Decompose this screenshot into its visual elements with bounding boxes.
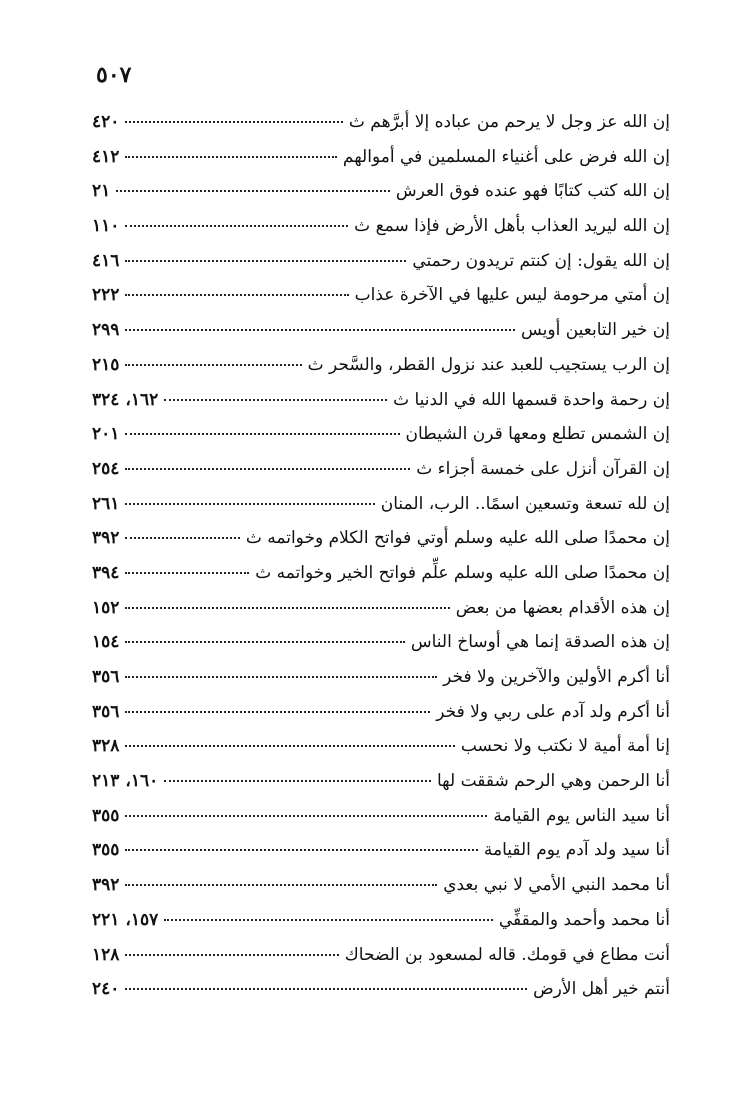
entry-page-ref: ١٥٧، ٢٢١	[92, 909, 159, 930]
entry-text: إن الله فرض على أغنياء المسلمين في أموالهم	[342, 146, 670, 167]
leader-dots	[125, 260, 406, 262]
index-entry	[92, 251, 670, 286]
entry-text: إن محمدًا صلى الله عليه وسلم أوتي فواتح الكلام وخواتمه ث	[245, 528, 670, 549]
entry-text: أنت مطاع في قومك. قاله لمسعود بن الضحاك	[344, 944, 670, 965]
entry-page-ref: ٣٥٦	[92, 667, 120, 687]
hadith-index-list	[92, 112, 670, 1014]
leader-dots	[125, 607, 449, 609]
entry-page-ref: ١١٠	[92, 216, 120, 237]
leader-dots	[125, 711, 430, 713]
entry-text: أنا أكرم ولد آدم على ربي ولا فخر	[436, 701, 670, 722]
index-entry	[92, 979, 670, 1014]
leader-dots	[125, 884, 437, 886]
index-entry	[92, 771, 670, 806]
entry-page-ref: ٢١	[92, 181, 111, 202]
leader-dots	[125, 988, 527, 990]
leader-dots	[125, 503, 374, 505]
leader-dots	[164, 919, 493, 921]
entry-text: إن رحمة واحدة قسمها الله في الدنيا ث	[393, 389, 670, 410]
entry-text: إن أمتي مرحومة ليس عليها في الآخرة عذاب	[354, 285, 670, 306]
entry-page-ref: ٢١٥	[92, 354, 120, 375]
entry-page-ref: ٣٩٢	[92, 528, 120, 549]
entry-page-ref: ٢٤٠	[92, 979, 120, 1000]
leader-dots	[125, 468, 410, 470]
leader-dots	[125, 815, 487, 817]
index-entry	[92, 494, 670, 529]
index-entry	[92, 112, 670, 147]
index-entry	[92, 945, 670, 980]
entry-page-ref: ٣٩٢	[92, 875, 120, 896]
entry-page-ref: ٣٥٦	[92, 701, 120, 722]
entry-text: أنا أكرم الأولين والآخرين ولا فخر	[443, 667, 670, 687]
entry-text: أنا محمد وأحمد والمقفِّي	[498, 909, 670, 930]
entry-text: إن لله تسعة وتسعين اسمًا.. الرب، المنان	[380, 493, 670, 514]
entry-page-ref: ١٥٢	[92, 597, 120, 618]
index-entry	[92, 320, 670, 355]
index-entry	[92, 667, 670, 702]
entry-page-ref: ١٦٢، ٣٢٤	[92, 389, 159, 410]
leader-dots	[116, 190, 390, 192]
leader-dots	[125, 433, 399, 435]
leader-dots	[125, 954, 338, 956]
entry-page-ref: ٤٢٠	[92, 112, 120, 132]
leader-dots	[125, 745, 454, 747]
index-entry	[92, 147, 670, 182]
index-entry	[92, 632, 670, 667]
index-entry	[92, 598, 670, 633]
index-entry	[92, 459, 670, 494]
entry-page-ref: ٣٥٥	[92, 805, 120, 826]
entry-page-ref: ٣٩٤	[92, 562, 120, 583]
entry-text: إن الله ليريد العذاب بأهل الأرض فإذا سمع ث	[354, 216, 670, 237]
leader-dots	[125, 641, 404, 643]
leader-dots	[125, 849, 477, 851]
entry-text: إن خير التابعين أويس	[521, 320, 670, 341]
leader-dots	[125, 156, 336, 158]
entry-text: أنا سيد الناس يوم القيامة	[493, 805, 670, 826]
leader-dots	[125, 294, 348, 296]
leader-dots	[125, 364, 301, 366]
index-entry	[92, 355, 670, 390]
entry-text: أنا محمد النبي الأمي لا نبي بعدي	[443, 875, 670, 896]
entry-page-ref: ١٢٨	[92, 944, 120, 965]
entry-text: إن الله كتب كتابًا فهو عنده فوق العرش	[395, 181, 670, 202]
leader-dots	[125, 329, 515, 331]
index-entry	[92, 424, 670, 459]
entry-text: إن محمدًا صلى الله عليه وسلم علِّم فواتح الخير وخواتمه ث	[255, 562, 670, 583]
index-entry	[92, 563, 670, 598]
entry-page-ref: ٢٩٩	[92, 320, 120, 341]
index-entry	[92, 840, 670, 875]
index-entry	[92, 736, 670, 771]
entry-page-ref: ٤١٢	[92, 146, 120, 167]
leader-dots	[164, 780, 431, 782]
index-entry	[92, 285, 670, 320]
entry-page-ref: ٢٦١	[92, 493, 120, 514]
page-number: ٥٠٧	[96, 62, 132, 88]
index-entry	[92, 390, 670, 425]
leader-dots	[125, 537, 239, 539]
entry-page-ref: ٢٢٢	[92, 285, 120, 306]
index-entry	[92, 181, 670, 216]
entry-text: إن الله عز وجل لا يرحم من عباده إلا أبرَّهم ث	[348, 112, 670, 132]
entry-text: إن هذه الأقدام بعضها من بعض	[455, 597, 670, 618]
entry-text: إن القرآن أنزل على خمسة أجزاء ث	[416, 458, 670, 479]
entry-page-ref: ١٥٤	[92, 632, 120, 653]
entry-text: إنا أمة أمية لا نكتب ولا نحسب	[460, 736, 670, 757]
index-entry	[92, 702, 670, 737]
entry-text: أنا سيد ولد آدم يوم القيامة	[483, 840, 670, 861]
entry-page-ref: ٤١٦	[92, 250, 120, 271]
leader-dots	[125, 676, 437, 678]
entry-page-ref: ٢٥٤	[92, 458, 120, 479]
index-entry	[92, 875, 670, 910]
entry-text: أنا الرحمن وهي الرحم شققت لها	[437, 771, 670, 792]
entry-text: إن الشمس تطلع ومعها قرن الشيطان	[405, 424, 670, 445]
leader-dots	[125, 121, 342, 123]
entry-page-ref: ٢٠١	[92, 424, 120, 445]
index-entry	[92, 910, 670, 945]
entry-page-ref: ٣٥٥	[92, 840, 120, 861]
index-entry	[92, 528, 670, 563]
entry-text: إن الرب يستجيب للعبد عند نزول القطر، والسَّحر ث	[307, 354, 670, 375]
index-entry	[92, 216, 670, 251]
index-entry	[92, 806, 670, 841]
leader-dots	[125, 572, 249, 574]
entry-page-ref: ١٦٠، ٢١٣	[92, 771, 159, 792]
entry-page-ref: ٣٢٨	[92, 736, 120, 757]
leader-dots	[164, 399, 387, 401]
leader-dots	[125, 225, 348, 227]
entry-text: أنتم خير أهل الأرض	[533, 979, 670, 1000]
entry-text: إن الله يقول: إن كنتم تريدون رحمتي	[412, 250, 670, 271]
entry-text: إن هذه الصدقة إنما هي أوساخ الناس	[410, 632, 670, 653]
